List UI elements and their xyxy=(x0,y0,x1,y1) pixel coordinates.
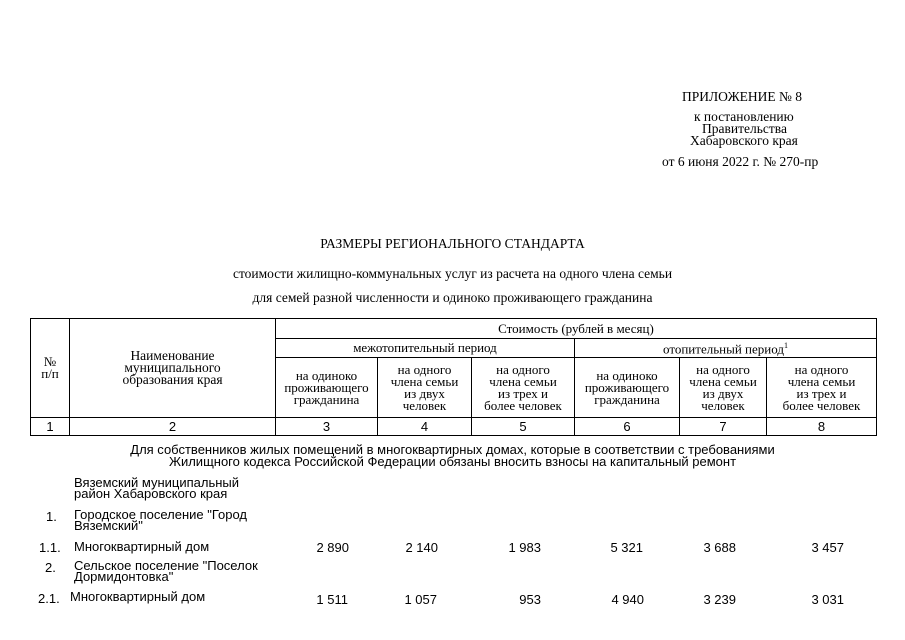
col-number-6: 6 xyxy=(575,418,680,436)
col-number-5: 5 xyxy=(472,418,575,436)
row-2-1-value-2: 1 057 xyxy=(404,592,437,607)
row-2-1-value-1: 1 511 xyxy=(316,592,348,607)
row-1-1-value-2: 2 140 xyxy=(405,540,438,555)
sub-three-1: на одного члена семьи из трех и более человек xyxy=(472,358,575,418)
col-number-3: 3 xyxy=(276,418,378,436)
row-2-1-value-4: 4 940 xyxy=(611,592,644,607)
appendix-line-3: Хабаровского края xyxy=(690,133,798,148)
sub-single-1: на одиноко проживающего гражданина xyxy=(276,358,378,418)
row-1-1-value-3: 1 983 xyxy=(508,540,541,555)
document-subtitle xyxy=(0,256,905,304)
row-2-1-value-5: 3 239 xyxy=(703,592,736,607)
row-district-label: Вяземский муниципальный район Хабаровского края xyxy=(74,475,240,501)
appendix-line-1: к постановлению xyxy=(694,109,794,124)
row-1-label: Городское поселение "Город Вяземский" xyxy=(74,507,248,533)
period-heating xyxy=(575,339,877,358)
row-2-1-value-3: 953 xyxy=(519,592,541,607)
appendix-line-2: Правительства xyxy=(702,121,787,136)
sub-three-2: на одного члена семьи из трех и более человек xyxy=(767,358,877,418)
period-heating-label: отопительный период xyxy=(663,341,784,357)
sub-two-1: на одного члена семьи из двух человек xyxy=(378,358,472,418)
row-2-index: 2. xyxy=(45,560,56,575)
period-interheating: межотопительный период xyxy=(276,339,575,358)
row-2-1-value-6: 3 031 xyxy=(811,592,844,607)
row-2-1-index: 2.1. xyxy=(38,591,60,606)
sub-single-2: на одиноко проживающего гражданина xyxy=(575,358,680,418)
row-1-1-index: 1.1. xyxy=(39,540,61,555)
appendix-title: ПРИЛОЖЕНИЕ № 8 xyxy=(682,89,803,104)
col-number-4: 4 xyxy=(378,418,472,436)
appendix-line-4: от 6 июня 2022 г. № 270-пр xyxy=(662,154,819,169)
col-header-name: Наименование муниципального образования края xyxy=(70,319,276,418)
row-2-label: Сельское поселение "Поселок Дормидонтовка" xyxy=(74,558,258,584)
row-1-index: 1. xyxy=(46,509,57,524)
sub-two-2: на одного члена семьи из двух человек xyxy=(680,358,767,418)
col-header-number: № п/п xyxy=(31,319,70,418)
subtitle-line-2: для семей разной численности и одиноко проживающего гражданина xyxy=(252,290,653,305)
subtitle-line-1: стоимости жилищно-коммунальных услуг из расчета на одного члена семьи xyxy=(232,266,673,281)
row-1-1-value-6: 3 457 xyxy=(811,540,844,555)
document-title: РАЗМЕРЫ РЕГИОНАЛЬНОГО СТАНДАРТА xyxy=(320,236,585,251)
section-note: Для собственников жилых помещений в многоквартирных домах, которые в соответствии с требованиями Жилищного кодекса Российской Федерации обязаны вносить взносы на капитальный ремонт xyxy=(130,442,775,469)
col-number-8: 8 xyxy=(767,418,877,436)
row-2-1-label: Многоквартирный дом xyxy=(70,589,206,604)
row-1-1-value-4: 5 321 xyxy=(610,540,643,555)
period-heating-footnote: 1 xyxy=(783,341,788,351)
row-1-1-value-1: 2 890 xyxy=(316,540,349,555)
col-number-7: 7 xyxy=(680,418,767,436)
cost-header: Стоимость (рублей в месяц) xyxy=(276,319,877,339)
col-number-1: 1 xyxy=(31,418,70,436)
col-number-2: 2 xyxy=(70,418,276,436)
row-1-1-value-5: 3 688 xyxy=(703,540,736,555)
standards-table xyxy=(30,318,877,436)
row-1-1-label: Многоквартирный дом xyxy=(74,539,210,554)
